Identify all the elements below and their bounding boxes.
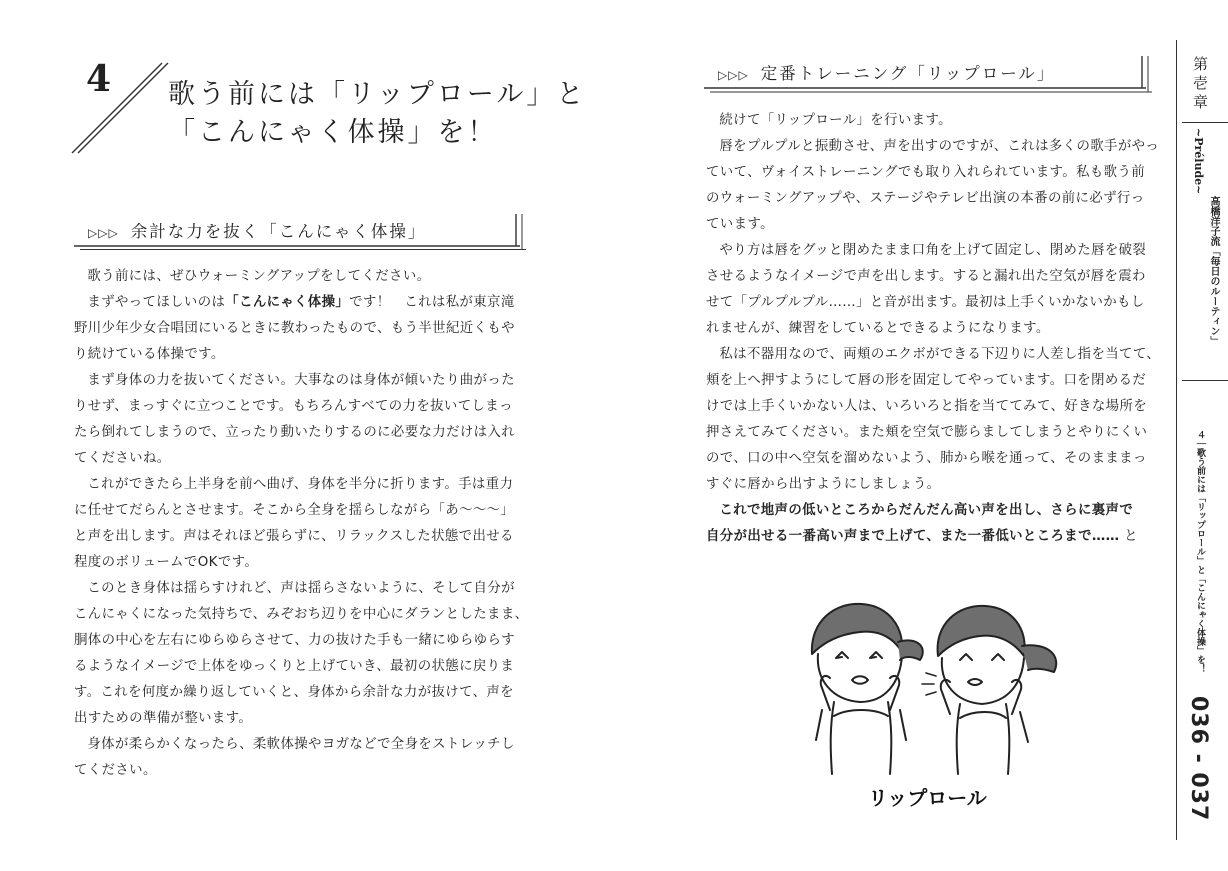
text-line: たら倒れてしまうので、立ったり動いたりするのに必要な力だけは入れ [74,425,516,440]
text-line: 胴体の中心を左右にゆらゆらさせて、力の抜けた手も一緒にゆらゆらす [74,633,516,648]
text-line: すぐに唇から出すようにしましょう。 [706,477,941,492]
triple-triangle-icon: ▷▷▷ [88,226,119,240]
text-line: と声を出します。声はそれほど張らずに、リラックスした状態で出せる [74,529,514,544]
text-line: ので、口の中へ空気を溜めないよう、肺から喉を通って、そのまままっ [706,451,1147,466]
text-line: 出すための準備が整います。 [74,711,253,726]
left-figure-body [831,702,892,774]
side-divider [1182,122,1228,123]
text-line: このとき身体は揺らすけれど、声は揺らさないように、そして自分が [87,581,515,596]
text-line: 唇をプルプルと振動させ、声を出すのですが、これは多くの歌手がやっ [719,139,1160,154]
side-bar [1176,0,1228,871]
chapter-title-line-2: 「こんにゃく体操」を！ [168,117,498,148]
side-chapter-label: 第壱章 [1191,56,1209,113]
text-line: やり方は唇をグッと閉めたまま口角を上げて固定し、閉めた唇を破裂 [719,243,1147,258]
text-line: させるようなイメージで声を出します。すると漏れ出た空気が唇を震わ [706,269,1146,284]
chapter-number: 4 [86,58,112,100]
illustration-caption: リップロール [868,786,987,810]
triple-triangle-icon: ▷▷▷ [718,68,749,82]
side-divider [1182,380,1228,381]
side-running-title: ４｜歌う前には「リップロール」と「こんにゃく体操」を！ [1195,430,1205,673]
text-line: こんにゃくになった気持ちで、みぞおち辺りを中心にダランとしたまま、 [74,607,529,622]
text-line: まず身体の力を抜いてください。大事なのは身体が傾いたり曲がった [87,373,515,388]
section-body-konnyaku [74,264,528,784]
text-line: るようなイメージで上体をゆっくりと上げていき、最初の状態に戻りま [74,659,515,674]
text-line: に任せてだらんとさせます。そこから全身を揺らしながら「あ〜〜〜」 [74,503,515,518]
text-line: り続けている体操です。 [74,347,225,362]
right-figure-hair [938,606,1025,656]
text-line: のウォーミングアップや、ステージやテレビ出演の本番の前に必ず行っ [706,191,1145,206]
text-line: てください。 [74,763,157,778]
side-bar-border [1176,40,1177,840]
text-line: てくださいね。 [74,451,171,466]
text-line: 私は不器用なので、両頬のエクボができる下辺りに人差し指を当てて、 [719,347,1161,362]
text-line: けでは上手くいかない人は、いろいろと指を当ててみて、好きな場所を [706,399,1148,414]
left-figure-hair [812,604,902,654]
section-heading-lip-roll [704,54,1152,94]
text-line: 自分が出せる一番高い声まで上げて、また一番低いところまで…… と [706,529,1138,544]
emphasis-konnyaku: 「こんにゃく体操」 [225,295,350,310]
text-line: 野川少年少女合唱団にいるときに教わったもので、もう半世紀近くもや [74,321,515,336]
text-line: まずやってほしいのは「こんにゃく体操」です！ これは私が東京滝 [87,295,515,310]
text-line: ていて、ヴォイストレーニングでも取り入れられています。私も歌う前 [706,165,1146,180]
left-figure-ponytail [898,640,923,660]
text-line: せて「プルプルプル……」と音が出ます。最初は上手くいかないかもし [706,295,1145,310]
lip-roll-illustration [800,596,1080,776]
text-line: 身体が柔らかくなったら、柔軟体操やヨガなどで全身をストレッチし [87,737,515,752]
left-page [0,0,600,871]
chapter-title-line-1: 歌う前には「リップロール」と [168,79,587,110]
text-line: 頬を上へ押すようにして唇の形を固定してやっています。口を閉めるだ [706,373,1147,388]
text-line: ています。 [706,217,774,232]
text-line: 続けて「リップロール」を行います。 [719,113,952,128]
right-page [600,0,1228,871]
section-body-lip-roll [706,108,1160,550]
text-line: 歌う前には、ぜひウォーミングアップをしてください。 [87,269,431,284]
page-numbers: 036 - 037 [1186,696,1211,822]
text-line: りせず、まっすぐに立つことです。もちろんすべての力を抜いてしまっ [74,399,513,414]
text-line: れませんが、練習をしているとできるようになります。 [706,321,1050,336]
text-line: これで地声の低いところからだんだん高い声を出し、さらに裏声で [719,503,1134,518]
right-figure-ponytail [1022,645,1056,672]
text-line: 程度のボリュームでOKです。 [74,555,259,570]
section-heading-text: 余計な力を抜く「こんにゃく体操」 [130,222,427,241]
text-line: これができたら上半身を前へ曲げ、身体を半分に折ります。手は重力 [87,477,514,492]
chapter-slash-decoration [70,60,170,160]
side-prelude: ~Prélude~ [1192,128,1205,195]
side-subtitle: 高橋洋子流「毎日のルーティン」 [1208,196,1219,346]
text-line: 押さえてみてください。また頬を空気で膨らましてしまうとやりにくい [706,425,1148,440]
right-figure-body [957,704,1010,774]
text-line: す。これを何度か繰り返していくと、身体から余計な力が抜けて、声を [74,685,514,700]
section-heading-konnyaku [74,210,526,250]
section-heading-text: 定番トレーニング「リップロール」 [760,64,1056,83]
chapter-title [168,76,586,152]
